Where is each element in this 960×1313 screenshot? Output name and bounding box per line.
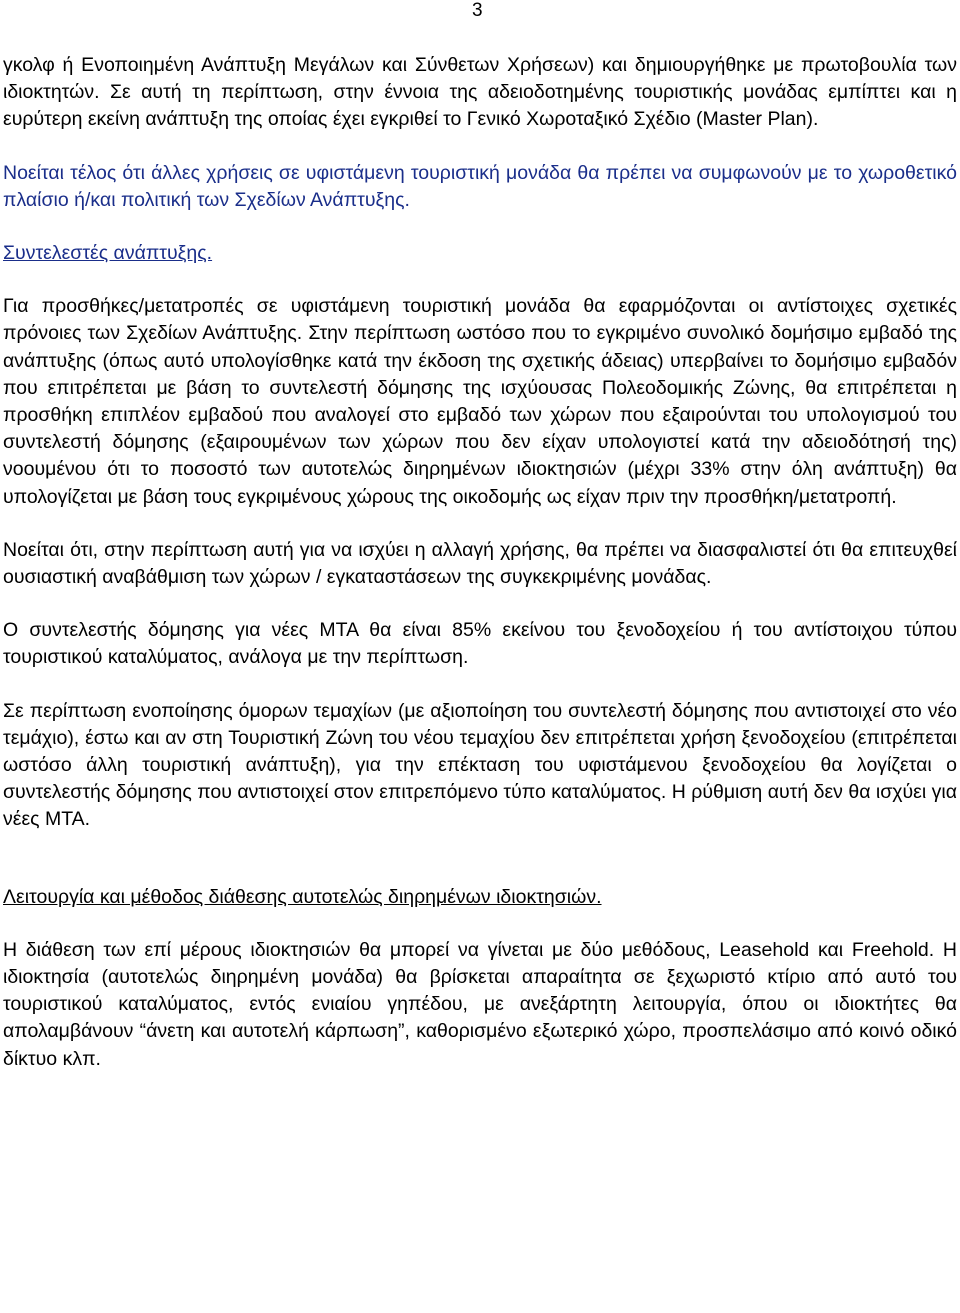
page-number: 3	[472, 0, 483, 21]
section-heading-operation-method: Λειτουργία και μέθοδος διάθεσης αυτοτελώς διηρημένων ιδιοκτησιών.	[3, 885, 602, 908]
paragraph-1: γκολφ ή Ενοποιημένη Ανάπτυξη Μεγάλων και Σύνθετων Χρήσεων) και δημιουργήθηκε με πρωτοβουλία των ιδιοκτητών. Σε αυτή τη περίπτωση, στην έννοια της αδειοδοτημένης τουριστικής μονάδας εμπίπτει και η ευρύτερη εκείνη ανάπτυξη της οποίας έχει εγκριθεί το Γενικό Χωροταξικό Σχέδιο (Master Plan).	[3, 54, 957, 131]
paragraph-5: Ο συντελεστής δόμησης για νέες ΜΤΑ θα είναι 85% εκείνου του ξενοδοχείου ή του αντίστοιχου τύπου τουριστικού καταλύματος, ανάλογα με την περίπτωση.	[3, 619, 957, 669]
paragraph-2: Νοείται τέλος ότι άλλες χρήσεις σε υφιστάμενη τουριστική μονάδα θα πρέπει να συμφωνούν με το χωροθετικό πλαίσιο ή/και πολιτική των Σχεδίων Ανάπτυξης.	[3, 161, 957, 211]
paragraph-6: Σε περίπτωση ενοποίησης όμορων τεμαχίων (με αξιοποίηση του συντελεστή δόμησης που αντιστοιχεί στο νέο τεμάχιο), έστω και αν στη Τουριστική Ζώνη του νέου τεμαχίου δεν επιτρέπεται χρήση ξενοδοχείου (επιτρέπεται ωστόσο άλλη τουριστική ανάπτυξη), για την επέκταση του υφιστάμενου ξενοδοχείου θα λογίζεται ο συντελεστής δόμησης που αντιστοιχεί στον επιτρεπόμενο τύπο καταλύματος. Η ρύθμιση αυτή δεν θα ισχύει για νέες ΜΤΑ.	[3, 699, 957, 831]
document-body	[3, 52, 957, 1073]
paragraph-4: Νοείται ότι, στην περίπτωση αυτή για να ισχύει η αλλαγή χρήσης, θα πρέπει να διασφαλιστεί ότι θα επιτευχθεί ουσιαστική αναβάθμιση των χώρων / εγκαταστάσεων της συγκεκριμένης μονάδας.	[3, 538, 957, 589]
paragraph-3: Για προσθήκες/μετατροπές σε υφιστάμενη τουριστική μονάδα θα εφαρμόζονται οι αντίστοιχες σχετικές πρόνοιες των Σχεδίων Ανάπτυξης. Στην περίπτωση ωστόσο που το εγκριμένο συνολικό δομήσιμο εμβαδό της ανάπτυξης (όπως αυτό υπολογίσθηκε κατά την έκδοση της σχετικής άδειας) υπερβαίνει το δομήσιμο εμβαδόν που επιτρέπεται με βάση το συντελεστή δόμησης της ισχύουσας Πολεοδομικής Ζώνης, θα επιτρέπεται η προσθήκη επιπλέον εμβαδού που αναλογεί στο εμβαδό των χώρων που εξαιρούνται του υπολογισμού του συντελεστή δόμησης (εξαιρουμένων των χώρων που δεν είχαν υπολογιστεί κατά την αδειοδότησή της) νοουμένου ότι το ποσοστό των αυτοτελώς διηρημένων ιδιοκτησιών (μέχρι 33% στην όλη ανάπτυξη) θα υπολογίζεται με βάση τους εγκριμένους χώρους της οικοδομής ως είχαν πριν την προσθήκη/μετατροπή.	[3, 295, 957, 508]
section-heading-development-coefficients: Συντελεστές ανάπτυξης.	[3, 242, 213, 265]
paragraph-7: Η διάθεση των επί μέρους ιδιοκτησιών θα μπορεί να γίνεται με δύο μεθόδους, Leasehold και Freehold. Η ιδιοκτησία (αυτοτελώς διηρημένη μονάδα) θα βρίσκεται απαραίτητα σε ξεχωριστό κτίριο από αυτό του τουριστικού καταλύματος, εντός ενιαίου γηπέδου, με ανεξάρτητη λειτουργία, όπου οι ιδιοκτήτες θα απολαμβάνουν “άνετη και αυτοτελή κάρπωση”, καθορισμένο εξωτερικό χώρο, προσπελάσιμο από κοινό οδικό δίκτυο κλπ.	[3, 938, 957, 1070]
